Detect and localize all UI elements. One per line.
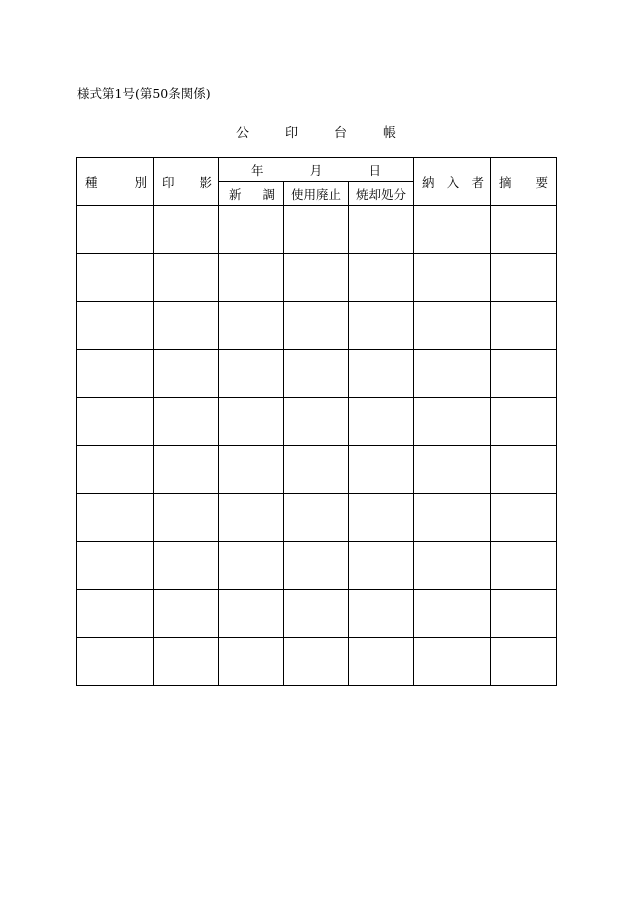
header-payer-char: 入	[446, 174, 460, 190]
table-cell	[491, 590, 557, 638]
table-cell	[491, 206, 557, 254]
table-cell	[414, 494, 491, 542]
title-char: 台	[333, 126, 347, 141]
table-cell	[414, 254, 491, 302]
header-payer-char: 者	[471, 174, 485, 190]
table-cell	[491, 254, 557, 302]
table-cell	[284, 542, 349, 590]
table-cell	[154, 494, 219, 542]
table-cell	[77, 350, 154, 398]
header-remarks-char: 要	[535, 174, 549, 190]
table-cell	[491, 302, 557, 350]
header-date-month: 月	[309, 162, 323, 178]
table-cell	[77, 206, 154, 254]
header-kind-char: 別	[134, 174, 147, 190]
table-cell	[154, 398, 219, 446]
table-cell	[414, 638, 491, 686]
table-cell	[284, 350, 349, 398]
table-cell	[414, 398, 491, 446]
table-cell	[349, 254, 414, 302]
table-row	[77, 494, 557, 542]
table-cell	[154, 590, 219, 638]
ledger-body	[77, 206, 557, 686]
table-cell	[77, 254, 154, 302]
table-cell	[491, 494, 557, 542]
table-cell	[219, 206, 284, 254]
table-cell	[154, 206, 219, 254]
table-cell	[77, 302, 154, 350]
table-cell	[414, 206, 491, 254]
table-cell	[349, 638, 414, 686]
header-kind-char: 種	[85, 174, 98, 190]
header-date	[219, 158, 414, 182]
header-seal-impression	[154, 158, 219, 206]
header-seal-char: 印	[162, 174, 175, 190]
header-new-char: 新	[229, 186, 242, 202]
table-cell	[349, 206, 414, 254]
table-cell	[219, 254, 284, 302]
table-cell	[154, 446, 219, 494]
header-incinerated: 焼却処分	[349, 182, 414, 206]
table-row	[77, 542, 557, 590]
table-cell	[284, 302, 349, 350]
table-row	[77, 350, 557, 398]
title-char: 印	[284, 126, 298, 141]
table-cell	[284, 494, 349, 542]
table-cell	[284, 398, 349, 446]
ledger-title	[236, 122, 396, 140]
header-date-year: 年	[251, 162, 264, 178]
table-cell	[154, 638, 219, 686]
table-row	[77, 302, 557, 350]
table-cell	[77, 590, 154, 638]
table-cell	[77, 398, 154, 446]
title-char: 公	[236, 126, 250, 141]
table-cell	[349, 446, 414, 494]
table-cell	[349, 302, 414, 350]
form-number: 様式第1号(第50条関係)	[77, 86, 211, 101]
table-cell	[284, 446, 349, 494]
table-cell	[219, 542, 284, 590]
table-cell	[414, 590, 491, 638]
header-new-issue	[219, 182, 284, 206]
table-cell	[219, 638, 284, 686]
table-cell	[77, 446, 154, 494]
table-cell	[284, 254, 349, 302]
table-cell	[414, 302, 491, 350]
table-cell	[349, 350, 414, 398]
table-cell	[284, 638, 349, 686]
header-remarks	[491, 158, 557, 206]
table-cell	[491, 350, 557, 398]
header-payer-char: 納	[422, 174, 435, 190]
table-row	[77, 590, 557, 638]
table-cell	[284, 590, 349, 638]
table-cell	[219, 446, 284, 494]
header-discontinued: 使用廃止	[284, 182, 349, 206]
table-row	[77, 446, 557, 494]
table-cell	[414, 542, 491, 590]
table-cell	[77, 494, 154, 542]
table-cell	[284, 206, 349, 254]
table-cell	[219, 350, 284, 398]
seal-ledger-table	[76, 157, 557, 686]
table-cell	[154, 350, 219, 398]
table-cell	[219, 398, 284, 446]
table-cell	[154, 542, 219, 590]
table-cell	[491, 398, 557, 446]
table-cell	[77, 542, 154, 590]
table-row	[77, 254, 557, 302]
table-cell	[414, 350, 491, 398]
header-remarks-char: 摘	[499, 174, 512, 190]
title-char: 帳	[382, 126, 396, 141]
table-cell	[349, 398, 414, 446]
table-row	[77, 638, 557, 686]
table-cell	[491, 446, 557, 494]
table-row	[77, 206, 557, 254]
table-cell	[491, 542, 557, 590]
table-cell	[491, 638, 557, 686]
table-cell	[349, 494, 414, 542]
table-cell	[219, 302, 284, 350]
header-new-char: 調	[262, 186, 275, 202]
table-cell	[219, 494, 284, 542]
table-cell	[414, 446, 491, 494]
table-cell	[349, 590, 414, 638]
header-kind	[77, 158, 154, 206]
table-cell	[154, 254, 219, 302]
table-row	[77, 398, 557, 446]
header-seal-char: 影	[199, 174, 212, 190]
header-date-day: 日	[368, 162, 382, 178]
table-cell	[349, 542, 414, 590]
table-cell	[154, 302, 219, 350]
table-cell	[77, 638, 154, 686]
table-cell	[219, 590, 284, 638]
header-payer	[414, 158, 491, 206]
